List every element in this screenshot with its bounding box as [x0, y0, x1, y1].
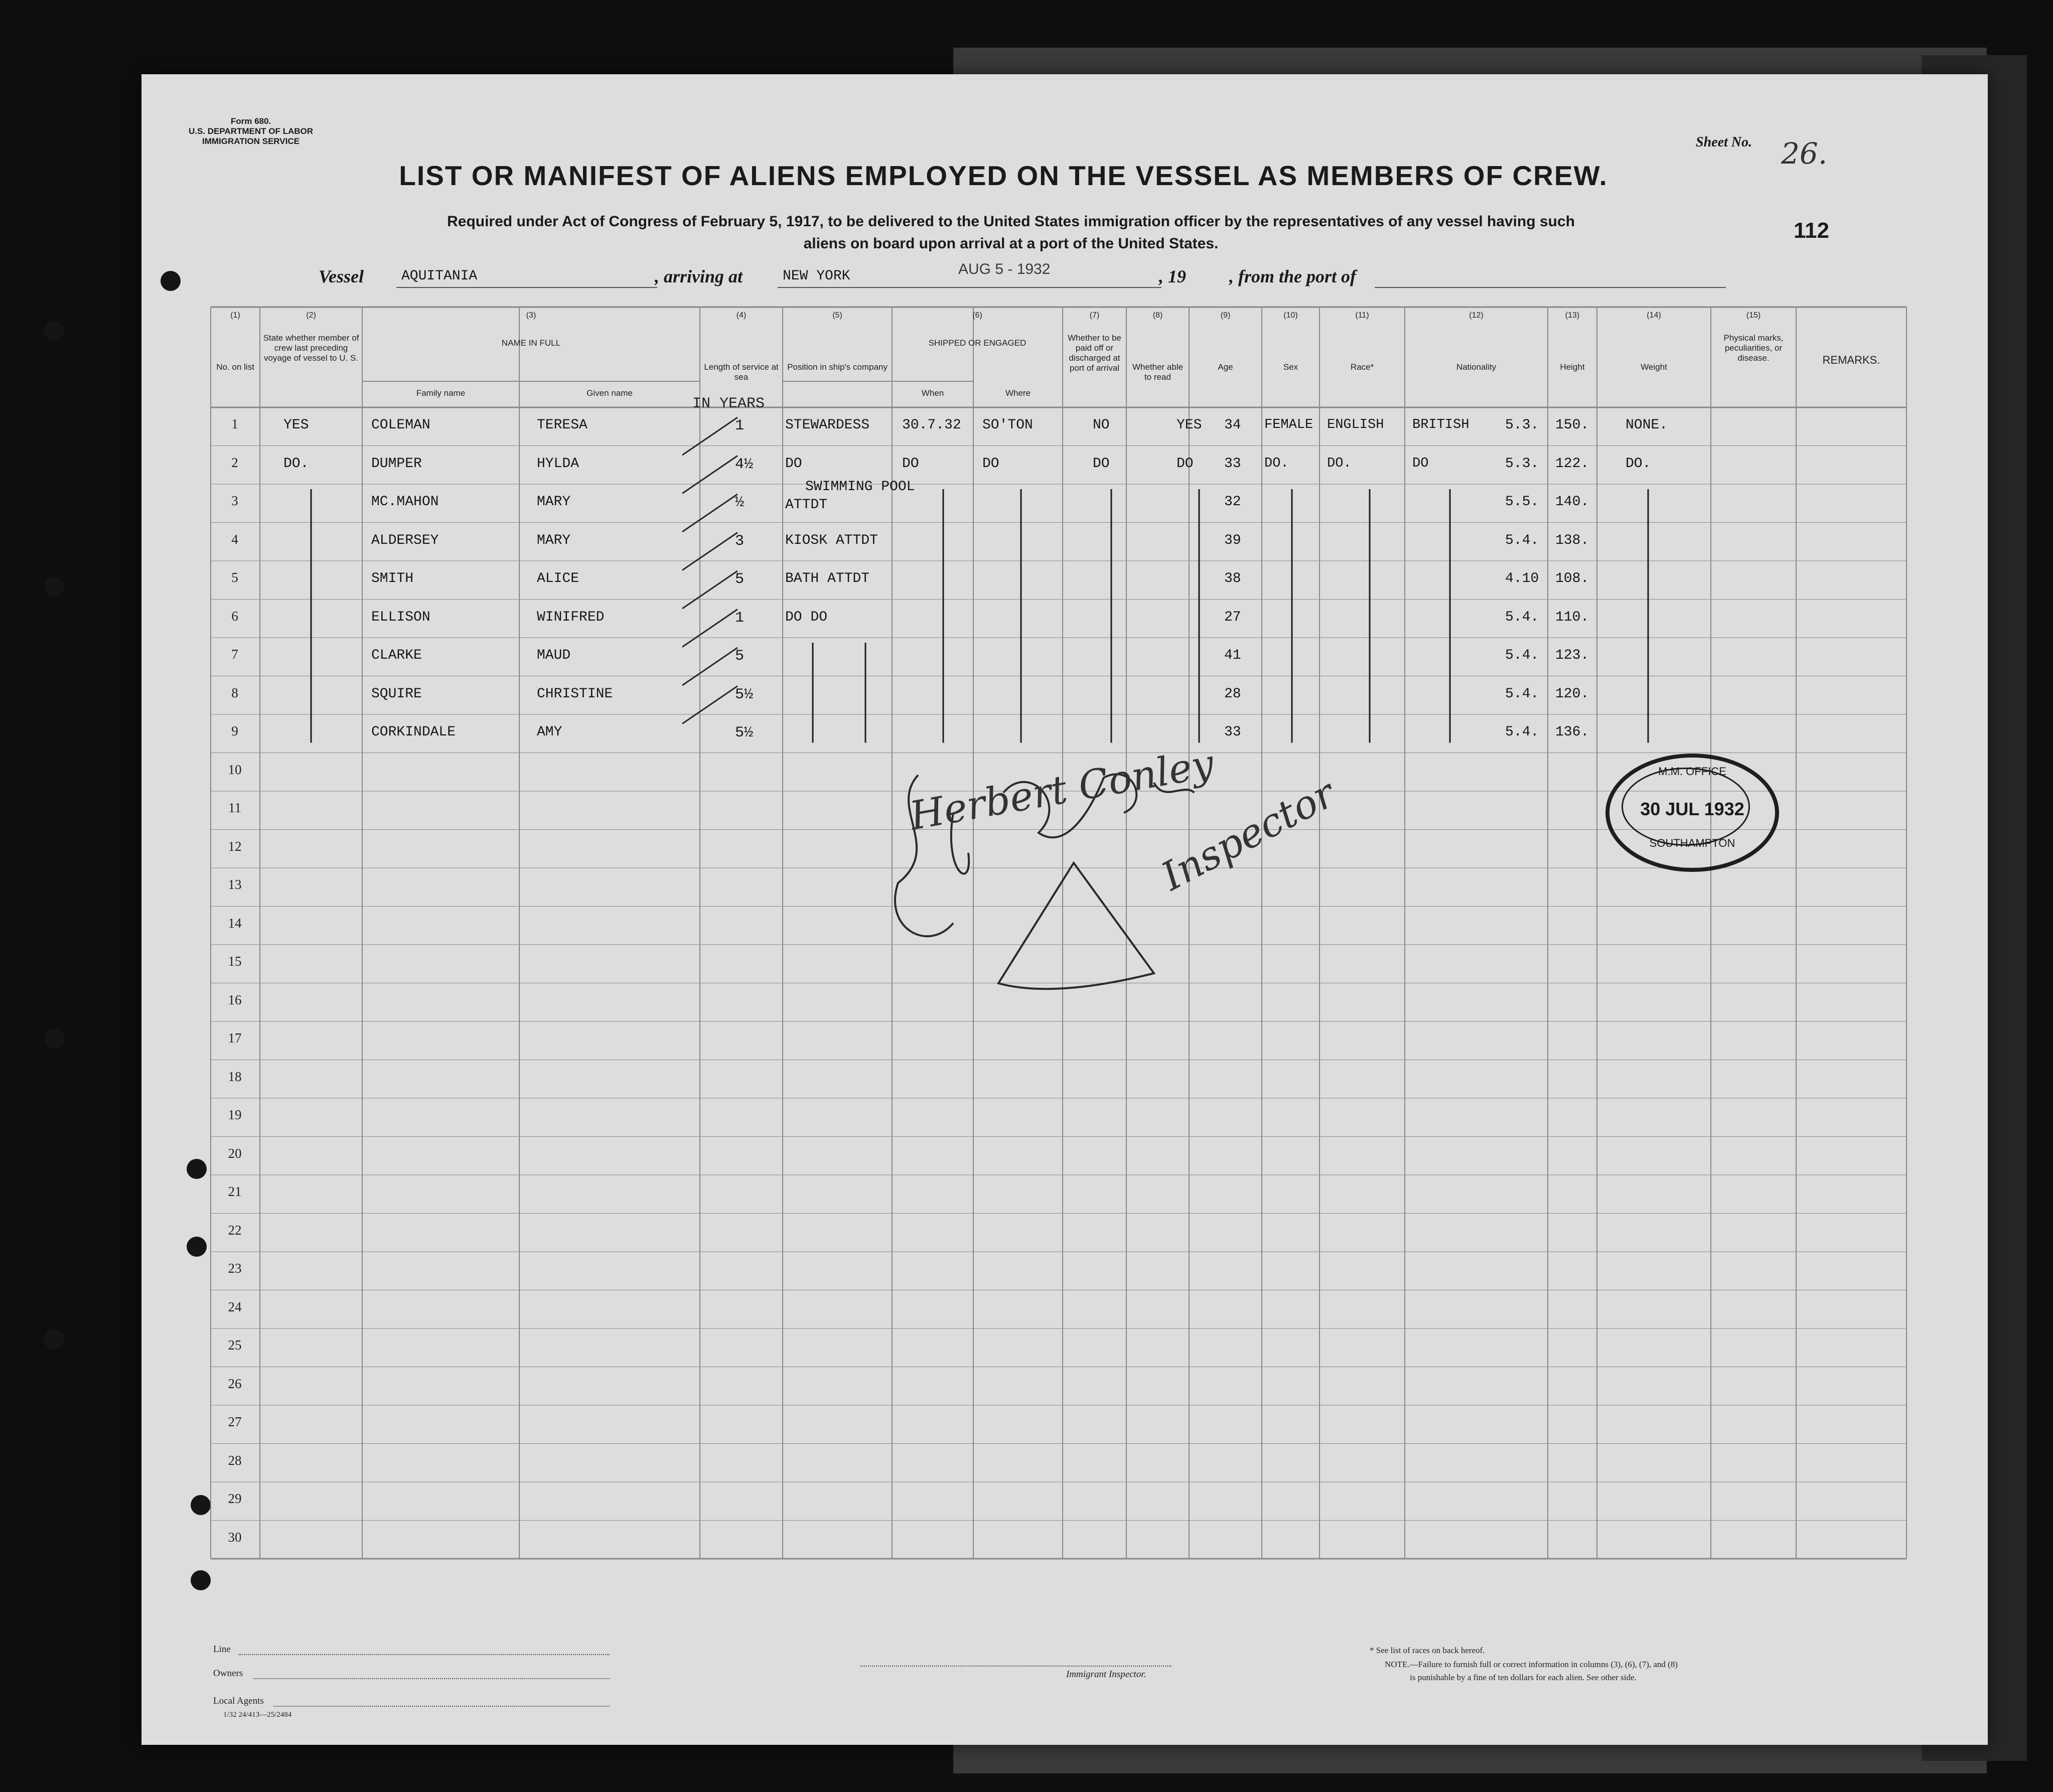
- cell-service: ½: [735, 494, 745, 511]
- row-number: 23: [228, 1261, 242, 1276]
- row-number: 6: [231, 608, 238, 624]
- cell-position: KIOSK ATTDT: [785, 532, 878, 548]
- underline: [253, 1678, 610, 1679]
- cell-service: 1: [735, 609, 745, 627]
- document-title: LIST OR MANIFEST OF ALIENS EMPLOYED ON THE VESSEL AS MEMBERS OF CREW.: [399, 160, 1608, 191]
- cell-nationality: DO: [1412, 456, 1429, 471]
- from-port-label: , from the port of: [1229, 266, 1357, 286]
- inspector-title-handwritten: Inspector: [1154, 771, 1343, 900]
- cell-given: CHRISTINE: [537, 686, 613, 702]
- column-number: (3): [526, 311, 536, 320]
- row-number: 27: [228, 1414, 242, 1429]
- grid-line: [682, 686, 738, 724]
- penalty-note-continued: is punishable by a fine of ten dollars for each alien. See other side.: [1410, 1673, 1637, 1682]
- column-header: No. on list: [216, 362, 254, 372]
- cell-height: 5.4.: [1505, 724, 1539, 740]
- cell-height: 5.3.: [1505, 456, 1539, 472]
- cell-weight: 150.: [1555, 417, 1589, 433]
- cell-position: BATH ATTDT: [785, 571, 870, 586]
- row-number: 2: [231, 455, 238, 470]
- cell-age: 33: [1224, 456, 1241, 472]
- cell-service: 5½: [735, 686, 754, 703]
- year-label: , 19: [1159, 266, 1186, 286]
- grid-line: [682, 571, 738, 609]
- cell-paid: NO: [1093, 417, 1110, 433]
- column-number: (13): [1565, 311, 1580, 320]
- footer-owners-label: Owners: [213, 1668, 243, 1679]
- cell-given: MARY: [537, 532, 571, 548]
- column-number: (15): [1746, 311, 1761, 320]
- cell-height: 5.4.: [1505, 686, 1539, 702]
- column-number: (4): [736, 311, 747, 320]
- cell-age: 39: [1224, 532, 1241, 548]
- grid-line: [682, 610, 738, 647]
- cell-read: DO: [1177, 456, 1194, 472]
- row-number: 5: [231, 570, 238, 585]
- cell-height: 5.4.: [1505, 532, 1539, 548]
- column-number: (5): [832, 311, 842, 320]
- column-header: REMARKS.: [1822, 354, 1880, 366]
- column-header: State whether member of crew last preceding voyage of vessel to U. S.: [263, 333, 359, 363]
- inspector-label: Immigrant Inspector.: [1066, 1669, 1146, 1680]
- cell-nationality: BRITISH: [1412, 417, 1470, 432]
- column-number: (10): [1283, 311, 1298, 320]
- column-number: (11): [1355, 311, 1369, 320]
- column-header: Physical marks, peculiarities, or disease.: [1723, 333, 1784, 363]
- cell-given: ALICE: [537, 571, 579, 586]
- grid-line: [682, 494, 738, 532]
- cell-age: 27: [1224, 609, 1241, 625]
- cell-family: COLEMAN: [371, 417, 430, 433]
- cell-family: CORKINDALE: [371, 724, 456, 740]
- underline: [273, 1706, 610, 1707]
- cell-paid: DO: [1093, 456, 1110, 472]
- cell-height: 4.10: [1505, 571, 1539, 586]
- cell-family: DUMPER: [371, 456, 422, 472]
- cell-given: HYLDA: [537, 456, 579, 472]
- row-number: 28: [228, 1452, 242, 1468]
- column-subheader: Given name: [586, 388, 633, 398]
- cell-weight: 138.: [1555, 532, 1589, 548]
- column-header: Length of service at sea: [704, 362, 779, 382]
- row-number: 9: [231, 723, 238, 738]
- cell-age: 34: [1224, 417, 1241, 433]
- row-number: 7: [231, 647, 238, 662]
- cell-weight: 108.: [1555, 571, 1589, 586]
- row-number: 10: [228, 762, 242, 777]
- cell-where: SO'TON: [982, 417, 1033, 433]
- footer-line-label: Line: [213, 1644, 231, 1655]
- cell-weight: 140.: [1555, 494, 1589, 510]
- underline: [860, 1666, 1171, 1667]
- row-number: 26: [228, 1376, 242, 1391]
- row-number: 18: [228, 1069, 242, 1084]
- cell-prev: YES: [283, 417, 309, 433]
- column-header: Age: [1218, 362, 1233, 372]
- sheet-number: 26.: [1781, 136, 1828, 171]
- stamp-top-text: M.M. OFFICE: [1658, 765, 1726, 778]
- cell-given: MAUD: [537, 648, 571, 663]
- footer-agents-label: Local Agents: [213, 1696, 264, 1706]
- cell-given: WINIFRED: [537, 609, 605, 625]
- cell-weight: 120.: [1555, 686, 1589, 702]
- cell-height: 5.5.: [1505, 494, 1539, 510]
- grid-line: [682, 417, 738, 455]
- column-header: NAME IN FULL: [501, 338, 561, 348]
- column-number: (6): [972, 311, 982, 320]
- underline: [238, 1654, 610, 1655]
- column-number: (12): [1469, 311, 1484, 320]
- cell-weight: 123.: [1555, 648, 1589, 663]
- cell-service: 5: [735, 648, 745, 665]
- column-number: (8): [1152, 311, 1163, 320]
- cell-read: YES: [1177, 417, 1202, 433]
- cell-given: AMY: [537, 724, 562, 740]
- cell-service: 5½: [735, 724, 754, 741]
- cell-position: STEWARDESS: [785, 417, 870, 433]
- row-number: 1: [231, 416, 238, 431]
- cell-age: 32: [1224, 494, 1241, 510]
- column-header: Whether able to read: [1132, 362, 1184, 382]
- column-number: (9): [1220, 311, 1231, 320]
- arrival-date-stamp: AUG 5 - 1932: [958, 261, 1051, 277]
- row-number: 22: [228, 1222, 242, 1238]
- column-header: Race*: [1350, 362, 1374, 372]
- cell-height: 5.4.: [1505, 648, 1539, 663]
- column-subheader: Family name: [416, 388, 466, 398]
- stamp-date: 30 JUL 1932: [1640, 799, 1744, 819]
- cell-given: MARY: [537, 494, 571, 510]
- cell-height: 5.3.: [1505, 417, 1539, 433]
- row-number: 17: [228, 1030, 242, 1046]
- column-header: SHIPPED OR ENGAGED: [928, 338, 1026, 348]
- row-number: 19: [228, 1107, 242, 1122]
- cell-family: SQUIRE: [371, 686, 422, 702]
- cell-given: TERESA: [537, 417, 588, 433]
- in-years-note: IN YEARS: [692, 395, 765, 412]
- cell-family: MC.MAHON: [371, 494, 439, 510]
- cell-service: 4½: [735, 456, 754, 473]
- cell-sex: FEMALE: [1264, 417, 1313, 432]
- sheet-label: Sheet No.: [1696, 134, 1752, 150]
- column-header: Position in ship's company: [787, 362, 888, 372]
- cell-prev: DO.: [283, 456, 309, 472]
- cell-age: 38: [1224, 571, 1241, 586]
- form-number: Form 680.: [230, 116, 271, 126]
- cell-age: 41: [1224, 648, 1241, 663]
- cell-marks: NONE.: [1626, 417, 1668, 433]
- column-header: Whether to be paid off or discharged at port of arrival: [1068, 333, 1121, 373]
- row-number: 15: [228, 954, 242, 969]
- row-number: 8: [231, 685, 238, 700]
- inspector-signature: Herbert Conley: [906, 741, 1218, 839]
- column-header: Weight: [1641, 362, 1667, 372]
- cell-height: 5.4.: [1505, 609, 1539, 625]
- row-number: 25: [228, 1337, 242, 1353]
- cell-age: 33: [1224, 724, 1241, 740]
- cell-family: ELLISON: [371, 609, 430, 625]
- subtitle-line: aliens on board upon arrival at a port of the United States.: [803, 235, 1219, 252]
- grid-line: [682, 648, 738, 685]
- column-header: Sex: [1283, 362, 1298, 372]
- form-service: IMMIGRATION SERVICE: [202, 136, 300, 146]
- cell-family: ALDERSEY: [371, 532, 439, 548]
- row-number: 13: [228, 877, 242, 892]
- print-code: 1/32 24/413—25/2484: [223, 1711, 292, 1719]
- cell-weight: 110.: [1555, 609, 1589, 625]
- column-number: (2): [306, 311, 316, 320]
- row-number: 30: [228, 1529, 242, 1545]
- cell-family: CLARKE: [371, 648, 422, 663]
- cell-age: 28: [1224, 686, 1241, 702]
- column-header: Nationality: [1456, 362, 1497, 372]
- cell-race: DO.: [1327, 456, 1352, 471]
- page-number: 112: [1794, 218, 1829, 243]
- arriving-label: , arriving at: [655, 266, 743, 286]
- races-note: * See list of races on back hereof.: [1370, 1646, 1485, 1655]
- cell-sex: DO.: [1264, 456, 1289, 471]
- grid-line: [682, 456, 738, 494]
- row-number: 3: [231, 493, 238, 508]
- form-department: U.S. DEPARTMENT OF LABOR: [188, 126, 314, 136]
- column-number: (14): [1647, 311, 1661, 320]
- signature-flourish: [998, 863, 1154, 989]
- row-number: 12: [228, 838, 242, 854]
- cell-position: DO: [785, 456, 802, 472]
- cell-service: 3: [735, 532, 745, 550]
- row-number: 4: [231, 531, 238, 547]
- cell-position: DO DO: [785, 609, 828, 625]
- cell-when: DO: [902, 456, 919, 472]
- row-number: 16: [228, 992, 242, 1007]
- cell-family: SMITH: [371, 571, 414, 586]
- cell-position: SWIMMING POOL: [805, 479, 915, 495]
- row-number: 24: [228, 1299, 242, 1314]
- cell-weight: 136.: [1555, 724, 1589, 740]
- column-number: (7): [1089, 311, 1100, 320]
- vessel-name: AQUITANIA: [401, 268, 478, 284]
- row-number: 11: [228, 800, 241, 815]
- column-subheader: When: [921, 388, 944, 398]
- arrival-port: NEW YORK: [783, 268, 850, 284]
- grid-line: [682, 533, 738, 570]
- cell-when: 30.7.32: [902, 417, 961, 433]
- stamp-bottom-text: SOUTHAMPTON: [1649, 837, 1735, 849]
- row-number: 21: [228, 1184, 242, 1199]
- cell-weight: 122.: [1555, 456, 1589, 472]
- cell-position: ATTDT: [785, 497, 828, 513]
- vessel-label: Vessel: [319, 266, 364, 286]
- subtitle-line: Required under Act of Congress of February 5, 1917, to be delivered to the United States immigration officer by the representatives of any vessel having such: [447, 213, 1575, 230]
- penalty-note: NOTE.—Failure to furnish full or correct information in columns (3), (6), (7), and (8): [1385, 1660, 1678, 1669]
- cell-marks: DO.: [1626, 456, 1651, 472]
- column-number: (1): [230, 311, 240, 320]
- cell-service: 5: [735, 571, 745, 588]
- cell-service: 1: [735, 417, 745, 434]
- cell-where: DO: [982, 456, 999, 472]
- row-number: 29: [228, 1491, 242, 1506]
- cell-race: ENGLISH: [1327, 417, 1384, 432]
- row-number: 20: [228, 1145, 242, 1161]
- column-subheader: Where: [1005, 388, 1031, 398]
- row-number: 14: [228, 915, 242, 931]
- column-header: Height: [1560, 362, 1585, 372]
